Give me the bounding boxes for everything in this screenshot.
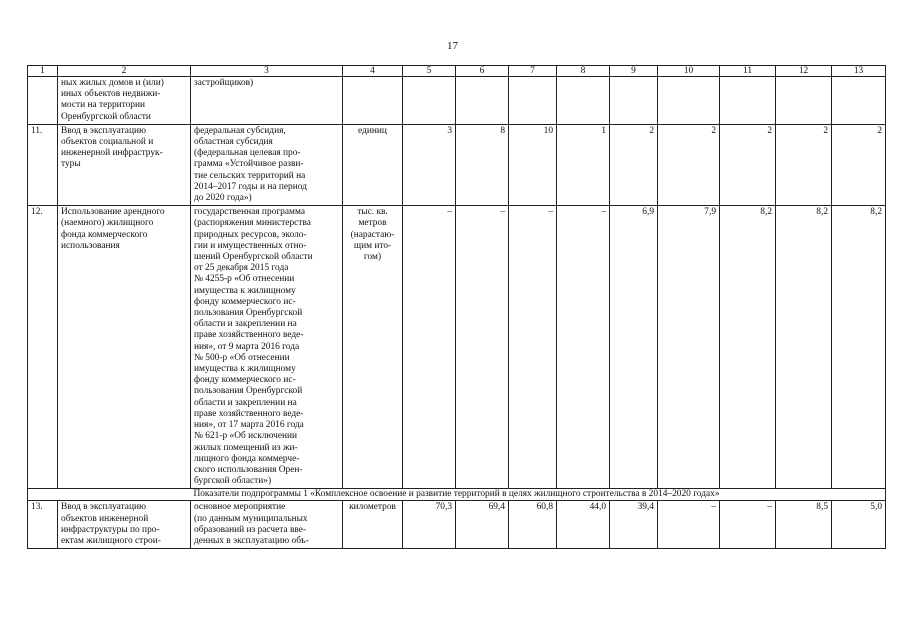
value-cell: 6,9: [610, 206, 658, 489]
continuation-row: [28, 77, 886, 125]
value-cell: –: [557, 206, 610, 489]
unit: тыс. кв. метров (нарастаю- щим ито- гом): [343, 206, 403, 489]
unit: единиц: [343, 124, 403, 205]
row-number: 12.: [28, 206, 58, 489]
column-number: 9: [610, 66, 658, 77]
value-cell: 2: [720, 124, 776, 205]
table-row: [28, 206, 886, 489]
column-number: 5: [403, 66, 456, 77]
value-cell: 39,4: [610, 501, 658, 549]
column-number: 8: [557, 66, 610, 77]
indicators-table: [27, 65, 886, 549]
value-cell: 2: [832, 124, 886, 205]
indicator-name: Использование арендного (наемного) жилищного фонда коммерческого использования: [58, 206, 191, 489]
column-number: 4: [343, 66, 403, 77]
section-header-row: [28, 489, 886, 501]
unit-cell: [343, 77, 403, 125]
value-cell: –: [658, 501, 720, 549]
column-number: 3: [191, 66, 343, 77]
value-cell: 69,4: [456, 501, 509, 549]
value-cell: 2: [610, 124, 658, 205]
value-cell: 10: [509, 124, 557, 205]
column-number: 2: [58, 66, 191, 77]
value-cell: 8,2: [776, 206, 832, 489]
column-number: 6: [456, 66, 509, 77]
value-cell: 8,5: [776, 501, 832, 549]
value-cell: –: [509, 206, 557, 489]
value-cell: 5,0: [832, 501, 886, 549]
column-number-row: [28, 66, 886, 77]
value-cell: 44,0: [557, 501, 610, 549]
value-cell: 7,9: [658, 206, 720, 489]
value-cell: –: [720, 501, 776, 549]
section-title: Показатели подпрограммы 1 «Комплексное освоение и развитие территорий в целях жилищного строительства в 2014–2020 годах»: [28, 489, 886, 501]
value-cell: 3: [403, 124, 456, 205]
column-number: 7: [509, 66, 557, 77]
unit: километров: [343, 501, 403, 549]
indicator-name: Ввод в эксплуатацию объектов инженерной инфраструктуры по про- ектам жилищного строи-: [58, 501, 191, 549]
funding-source: государственная программа (распоряжения министерства природных ресурсов, эколо- гии и имущественных отно- шений Оренбургской области от 25 декабря 2015 года № 4255-р «Об отнесении имущества к жилищному фонду коммерческого ис- пользования Оренбургской области и закреплении на праве хозяйственного веде- ния», от 9 марта 2016 года № 500-р «Об отнесении имущества к жилищному фонду коммерческого ис- пользования Оренбургской области и закреплении на праве хозяйственного веде- ния», от 17 марта 2016 года № 621-р «Об исключении жилых помещений из жи- лищного фонда коммерче- ского использования Орен- бургской области»): [191, 206, 343, 489]
funding-source: федеральная субсидия, областная субсидия (федеральная целевая про- грамма «Устойчивое разви- тие сельских территорий на 2014–2017 годы и на период до 2020 года»): [191, 124, 343, 205]
funding-source: основное мероприятие (по данным муниципальных образований из расчета вве- денных в эксплуатацию объ-: [191, 501, 343, 549]
table-row: [28, 501, 886, 549]
indicator-name: Ввод в эксплуатацию объектов социальной и инженерной инфраструк- туры: [58, 124, 191, 205]
value-cell: 2: [658, 124, 720, 205]
value-cell: 2: [776, 124, 832, 205]
value-cell: 70,3: [403, 501, 456, 549]
table-row: [28, 124, 886, 205]
row-number: 13.: [28, 501, 58, 549]
column-number: 1: [28, 66, 58, 77]
column-number: 13: [832, 66, 886, 77]
funding-source: застройщиков): [191, 77, 343, 125]
column-number: 10: [658, 66, 720, 77]
value-cell: 60,8: [509, 501, 557, 549]
row-number-cell: [28, 77, 58, 125]
indicator-name: ных жилых домов и (или) иных объектов недвижи- мости на территории Оренбургской области: [58, 77, 191, 125]
value-cell: 8,2: [832, 206, 886, 489]
row-number: 11.: [28, 124, 58, 205]
column-number: 12: [776, 66, 832, 77]
value-cell: 8,2: [720, 206, 776, 489]
value-cell: 8: [456, 124, 509, 205]
value-cell: –: [403, 206, 456, 489]
column-number: 11: [720, 66, 776, 77]
page-number: 17: [447, 40, 458, 52]
value-cell: 1: [557, 124, 610, 205]
value-cell: –: [456, 206, 509, 489]
